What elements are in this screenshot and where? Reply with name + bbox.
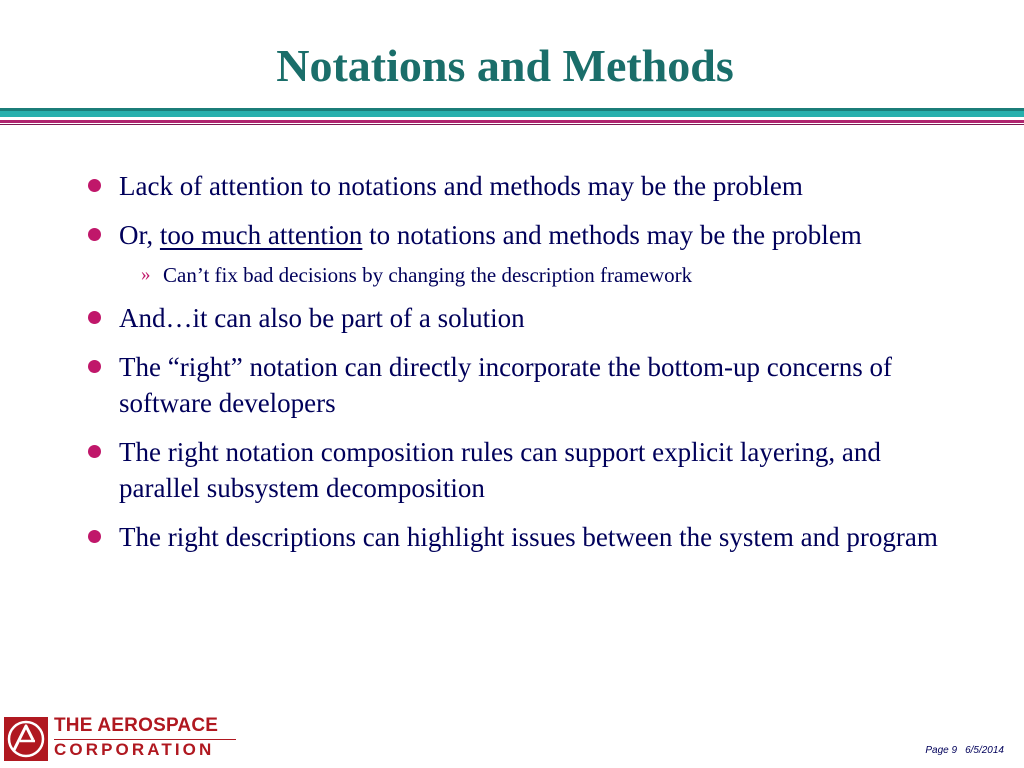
bullet-text-suffix: to notations and methods may be the problem	[362, 220, 862, 250]
bullet-dot-icon	[88, 179, 101, 192]
bullet-dot-icon	[88, 311, 101, 324]
slide-footer	[925, 745, 1004, 756]
bullet-item	[88, 434, 968, 506]
bullet-list	[88, 168, 968, 568]
bullet-dot-icon	[88, 360, 101, 373]
bullet-text: The “right” notation can directly incorporate the bottom-up concerns of software developers	[119, 352, 892, 418]
aerospace-logo	[4, 717, 244, 763]
slide-date: 6/5/2014	[965, 745, 1004, 756]
bullet-item	[88, 519, 968, 555]
bullet-item	[88, 217, 968, 253]
bullet-dot-icon	[88, 445, 101, 458]
title-rule-magenta-thin	[0, 124, 1024, 125]
bullet-item	[88, 168, 968, 204]
title-rule-magenta	[0, 120, 1024, 123]
bullet-dot-icon	[88, 228, 101, 241]
sub-bullet-item	[141, 261, 968, 289]
page-number: Page 9	[925, 745, 958, 756]
bullet-text-emphasis: too much attention	[159, 220, 363, 250]
bullet-text: The right notation composition rules can support explicit layering, and parallel subsystem decomposition	[119, 437, 881, 503]
bullet-text: And…it can also be part of a solution	[119, 303, 525, 333]
bullet-text: The right descriptions can highlight issues between the system and program	[119, 522, 938, 552]
title-rule-teal	[0, 111, 1024, 117]
chevron-bullet-icon: »	[141, 264, 151, 285]
logo-line-1: THE AEROSPACE	[54, 715, 219, 736]
bullet-text: Lack of attention to notations and methods may be the problem	[119, 171, 803, 201]
aerospace-logo-icon	[4, 717, 48, 761]
bullet-dot-icon	[88, 530, 101, 543]
slide-title: Notations and Methods	[276, 40, 734, 91]
bullet-text-prefix: Or,	[119, 220, 160, 250]
sub-bullet-text: Can’t fix bad decisions by changing the description framework	[163, 263, 693, 287]
bullet-item	[88, 300, 968, 336]
logo-line-2: CORPORATION	[54, 740, 215, 759]
bullet-item	[88, 349, 968, 421]
